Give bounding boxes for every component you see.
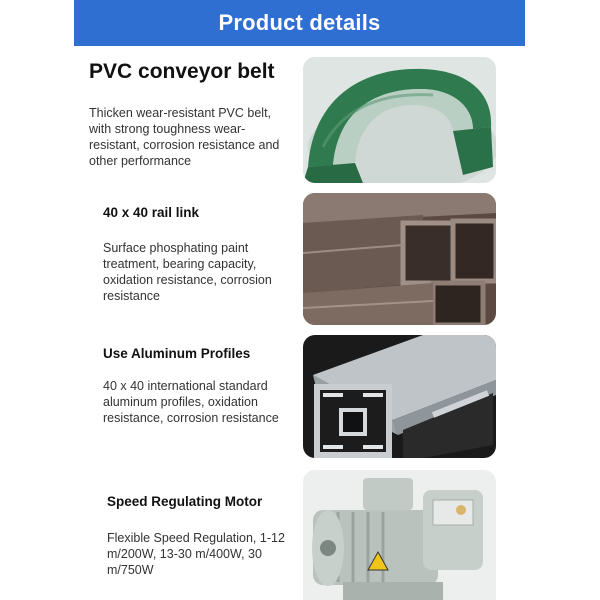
section-description: Flexible Speed Regulation, 1-12 m/200W, 13-30 m/400W, 30 m/750W <box>107 531 285 577</box>
page-header <box>74 0 525 46</box>
section-description: 40 x 40 international standard aluminum profiles, oxidation resistance, corrosion resistance <box>103 379 279 425</box>
section-title: Speed Regulating Motor <box>107 494 263 509</box>
section-title: Use Aluminum Profiles <box>103 346 251 361</box>
motor-image <box>303 470 496 600</box>
section-title: 40 x 40 rail link <box>103 205 200 220</box>
page-title: Product details <box>218 10 381 35</box>
section-title: PVC conveyor belt <box>89 60 275 83</box>
section-description: Surface phosphating paint treatment, bearing capacity, oxidation resistance, corrosion resistance <box>103 241 272 303</box>
section-description: Thicken wear-resistant PVC belt, with strong toughness wear-resistant, corrosion resistance and other performance <box>89 106 280 168</box>
steel-tube-image <box>303 193 496 325</box>
conveyor-belt-image <box>303 57 496 183</box>
aluminum-profile-image <box>303 335 496 458</box>
